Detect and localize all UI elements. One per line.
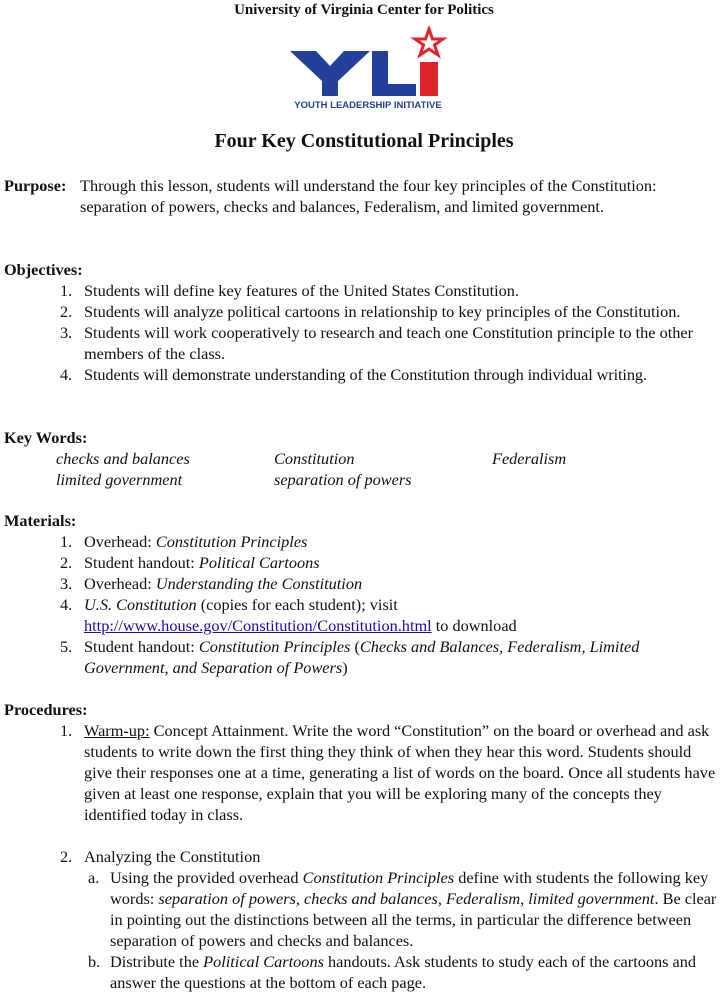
keywords-section: [4, 427, 726, 490]
list-item: 2. Student handout: Political Cartoons: [60, 553, 320, 572]
sub-item: b. Distribute the Political Cartoons handouts. Ask students to study each of the cartoons and answer the questions at the bottom of each page.: [88, 952, 697, 992]
list-item: 2. Analyzing the Constitution: [60, 847, 261, 866]
list-item: 1. Warm-up: Concept Attainment. Write the word “Constitution” on the board or overhead and ask students to write down the first thing they think of when they hear this word. Students should give their responses one at a time, generating a list of words on the board. Once all students have given at least one response, explain that you will be exploring many of the concepts they identified today in class.: [60, 721, 716, 824]
objectives-label: Objectives:: [4, 260, 83, 279]
list-item: 3. Students will work cooperatively to research and teach one Constitution principle to the other members of the class.: [60, 323, 694, 363]
keywords-label: Key Words:: [4, 428, 88, 447]
yli-logo: [288, 26, 448, 110]
keyword: limited government: [56, 470, 183, 489]
page-title: Four Key Constitutional Principles: [214, 130, 514, 152]
purpose-label: Purpose:: [4, 176, 67, 195]
procedures-section: [4, 699, 726, 993]
objectives-section: [4, 259, 726, 385]
list-item: 3. Overhead: Understanding the Constitution: [60, 574, 363, 593]
logo-tagline: YOUTH LEADERSHIP INITIATIVE: [294, 100, 442, 110]
list-item: 1. Students will define key features of the United States Constitution.: [60, 281, 519, 300]
procedures-label: Procedures:: [4, 700, 88, 719]
list-item: 5. Student handout: Constitution Principles (Checks and Balances, Federalism, Limited Government, and Separation of Powers): [60, 637, 640, 677]
header: University of Virginia Center for Politics: [234, 2, 494, 18]
purpose-section: [4, 175, 726, 217]
list-item: 4. Students will demonstrate understanding of the Constitution through individual writing.: [60, 365, 647, 384]
sub-item: a. Using the provided overhead Constitution Principles define with students the following key words: separation of powers, checks and balances, Federalism, limited government. Be clear in pointing out the distinctions between all the terms, in particular the difference between separation of powers and checks and balances.: [88, 868, 717, 950]
materials-label: Materials:: [4, 511, 77, 530]
list-item: 1. Overhead: Constitution Principles: [60, 532, 308, 551]
keyword: checks and balances: [56, 449, 190, 468]
keyword: Constitution: [274, 449, 355, 468]
keyword: separation of powers: [274, 470, 412, 489]
materials-section: [4, 510, 726, 678]
keyword: Federalism: [492, 449, 567, 468]
list-item: 4. U.S. Constitution (copies for each student); visit http://www.house.gov/Constitution/Constitution.html to download: [60, 595, 517, 635]
constitution-link[interactable]: http://www.house.gov/Constitution/Constitution.html: [84, 616, 432, 635]
purpose-text: Through this lesson, students will understand the four key principles of the Constitution: separation of powers, checks and balances, Federalism, and limited government.: [80, 176, 657, 216]
list-item: 2. Students will analyze political cartoons in relationship to key principles of the Constitution.: [60, 302, 681, 321]
